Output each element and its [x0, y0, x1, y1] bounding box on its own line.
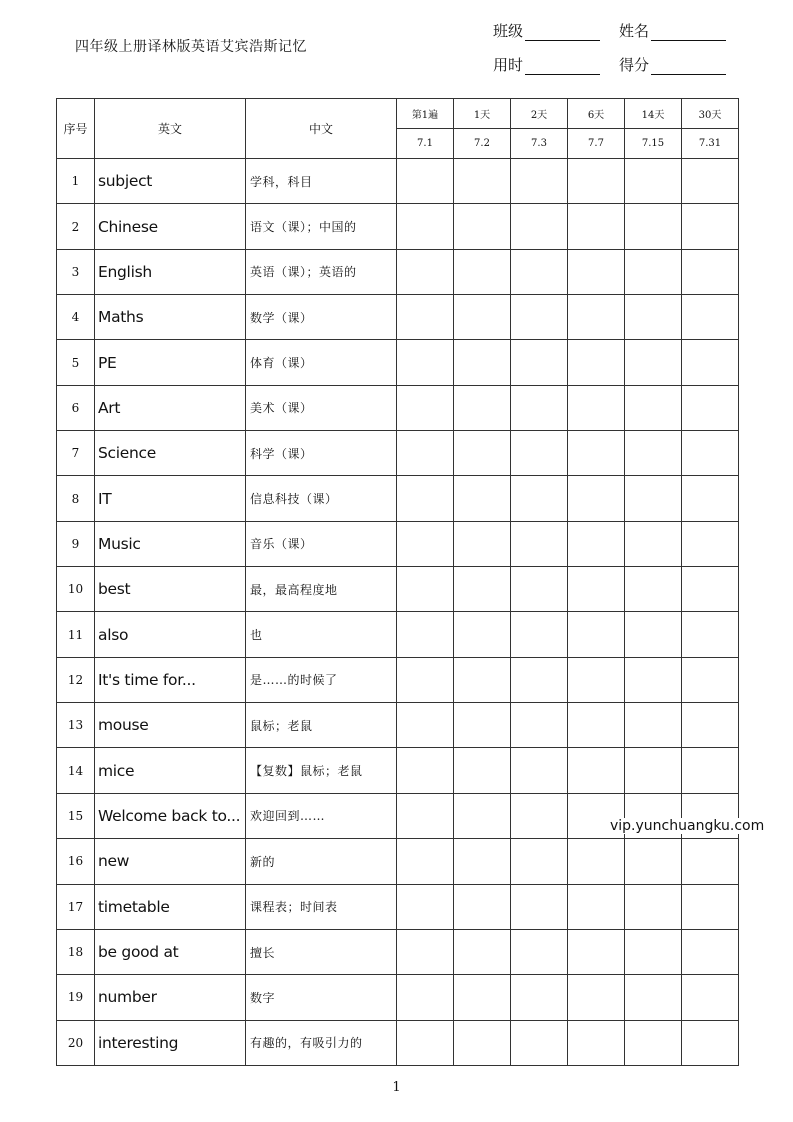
chinese-meaning: 信息科技（课） [246, 476, 397, 521]
table-row [57, 884, 739, 929]
english-word: It's time for... [95, 657, 246, 702]
review-cell[interactable] [568, 476, 625, 521]
chinese-meaning: 有趣的，有吸引力的 [246, 1020, 397, 1065]
review-cell[interactable] [397, 295, 454, 340]
review-cell[interactable] [682, 748, 739, 793]
english-word: also [95, 612, 246, 657]
review-cell[interactable] [625, 476, 682, 521]
score-blank[interactable] [651, 57, 726, 75]
review-cell[interactable] [397, 703, 454, 748]
review-cell[interactable] [568, 657, 625, 702]
chinese-meaning: 数字 [246, 975, 397, 1020]
review-cell[interactable] [568, 839, 625, 884]
chinese-meaning: 语文（课）；中国的 [246, 204, 397, 249]
review-cell[interactable] [511, 249, 568, 294]
table-row [57, 703, 739, 748]
row-number: 11 [57, 612, 95, 657]
english-word: new [95, 839, 246, 884]
review-cell[interactable] [454, 340, 511, 385]
review-cell[interactable] [625, 340, 682, 385]
chinese-meaning: 擅长 [246, 929, 397, 974]
chinese-meaning: 也 [246, 612, 397, 657]
review-date-4: 7.7 [568, 129, 625, 159]
review-cell[interactable] [568, 748, 625, 793]
review-cell[interactable] [454, 204, 511, 249]
score-label: 得分 [619, 56, 650, 74]
time-label: 用时 [493, 56, 524, 74]
review-cell[interactable] [454, 567, 511, 612]
review-cell[interactable] [682, 521, 739, 566]
chinese-meaning: 鼠标；老鼠 [246, 703, 397, 748]
review-cell[interactable] [454, 385, 511, 430]
review-cell[interactable] [625, 612, 682, 657]
review-cell[interactable] [454, 295, 511, 340]
review-cell[interactable] [568, 385, 625, 430]
time-field [493, 54, 600, 75]
review-cell[interactable] [511, 521, 568, 566]
row-number: 1 [57, 159, 95, 204]
chinese-meaning: 最，最高程度地 [246, 567, 397, 612]
english-word: be good at [95, 929, 246, 974]
row-number: 18 [57, 929, 95, 974]
review-cell[interactable] [568, 884, 625, 929]
row-number: 5 [57, 340, 95, 385]
review-cell[interactable] [511, 476, 568, 521]
review-cell[interactable] [625, 839, 682, 884]
english-word: IT [95, 476, 246, 521]
review-cell[interactable] [511, 748, 568, 793]
review-cell[interactable] [511, 431, 568, 476]
review-date-3: 7.3 [511, 129, 568, 159]
review-cell[interactable] [454, 975, 511, 1020]
review-cell[interactable] [625, 521, 682, 566]
review-cell[interactable] [397, 431, 454, 476]
review-date-5: 7.15 [625, 129, 682, 159]
review-cell[interactable] [397, 657, 454, 702]
english-word: Maths [95, 295, 246, 340]
review-cell[interactable] [625, 1020, 682, 1065]
review-cell[interactable] [454, 839, 511, 884]
review-cell[interactable] [511, 884, 568, 929]
row-number: 20 [57, 1020, 95, 1065]
review-cell[interactable] [511, 657, 568, 702]
review-cell[interactable] [682, 431, 739, 476]
review-cell[interactable] [511, 839, 568, 884]
english-word: interesting [95, 1020, 246, 1065]
review-cell[interactable] [682, 1020, 739, 1065]
row-number: 15 [57, 793, 95, 838]
row-number: 3 [57, 249, 95, 294]
review-cell[interactable] [625, 431, 682, 476]
review-cell[interactable] [454, 159, 511, 204]
review-cell[interactable] [454, 929, 511, 974]
review-cell[interactable] [568, 340, 625, 385]
time-blank[interactable] [525, 57, 600, 75]
review-cell[interactable] [397, 793, 454, 838]
review-cell[interactable] [511, 340, 568, 385]
row-number: 12 [57, 657, 95, 702]
row-number: 7 [57, 431, 95, 476]
review-cell[interactable] [454, 612, 511, 657]
review-cell[interactable] [682, 249, 739, 294]
table-row [57, 521, 739, 566]
review-cell[interactable] [397, 249, 454, 294]
row-number: 16 [57, 839, 95, 884]
row-number: 14 [57, 748, 95, 793]
review-cell[interactable] [625, 703, 682, 748]
page-number: 1 [392, 1080, 401, 1095]
review-cell[interactable] [397, 204, 454, 249]
english-word: Welcome back to... [95, 793, 246, 838]
chinese-meaning: 是……的时候了 [246, 657, 397, 702]
review-cell[interactable] [625, 975, 682, 1020]
row-number: 8 [57, 476, 95, 521]
chinese-meaning: 新的 [246, 839, 397, 884]
name-label: 姓名 [619, 22, 650, 40]
header-number: 序号 [57, 99, 95, 159]
review-cell[interactable] [511, 567, 568, 612]
english-word: English [95, 249, 246, 294]
review-cell[interactable] [568, 929, 625, 974]
review-cell[interactable] [682, 295, 739, 340]
review-cell[interactable] [397, 1020, 454, 1065]
review-cell[interactable] [625, 159, 682, 204]
review-cell[interactable] [682, 340, 739, 385]
review-cell[interactable] [682, 385, 739, 430]
chinese-meaning: 课程表；时间表 [246, 884, 397, 929]
review-cell[interactable] [511, 1020, 568, 1065]
table-row [57, 249, 739, 294]
chinese-meaning: 体育（课） [246, 340, 397, 385]
review-cell[interactable] [454, 703, 511, 748]
name-blank[interactable] [651, 23, 726, 41]
review-cell[interactable] [625, 567, 682, 612]
table-row [57, 748, 739, 793]
review-cell[interactable] [682, 839, 739, 884]
english-word: timetable [95, 884, 246, 929]
chinese-meaning: 科学（课） [246, 431, 397, 476]
review-cell[interactable] [568, 1020, 625, 1065]
review-cell[interactable] [625, 249, 682, 294]
header-chinese: 中文 [246, 99, 397, 159]
header-english: 英文 [95, 99, 246, 159]
chinese-meaning: 英语（课）；英语的 [246, 249, 397, 294]
review-cell[interactable] [454, 476, 511, 521]
english-word: best [95, 567, 246, 612]
review-cell[interactable] [397, 385, 454, 430]
review-cell[interactable] [625, 748, 682, 793]
review-cell[interactable] [682, 975, 739, 1020]
review-cell[interactable] [397, 612, 454, 657]
table-row [57, 975, 739, 1020]
review-cell[interactable] [625, 204, 682, 249]
review-cell[interactable] [397, 748, 454, 793]
review-cell[interactable] [454, 657, 511, 702]
chinese-meaning: 学科，科目 [246, 159, 397, 204]
class-blank[interactable] [525, 23, 600, 41]
review-cell[interactable] [511, 385, 568, 430]
review-date-6: 7.31 [682, 129, 739, 159]
review-cell[interactable] [682, 159, 739, 204]
english-word: Music [95, 521, 246, 566]
english-word: mouse [95, 703, 246, 748]
chinese-meaning: 数学（课） [246, 295, 397, 340]
chinese-meaning: 美术（课） [246, 385, 397, 430]
review-cell[interactable] [682, 929, 739, 974]
english-word: number [95, 975, 246, 1020]
table-row [57, 929, 739, 974]
table-row [57, 431, 739, 476]
review-cell[interactable] [568, 975, 625, 1020]
review-cell[interactable] [511, 159, 568, 204]
review-cell[interactable] [397, 567, 454, 612]
header-review-3: 2天 [511, 99, 568, 129]
header-review-5: 14天 [625, 99, 682, 129]
review-cell[interactable] [682, 884, 739, 929]
row-number: 9 [57, 521, 95, 566]
table-row [57, 159, 739, 204]
review-cell[interactable] [568, 159, 625, 204]
vocabulary-table [56, 98, 739, 1066]
review-cell[interactable] [625, 657, 682, 702]
review-cell[interactable] [511, 975, 568, 1020]
review-cell[interactable] [568, 567, 625, 612]
table-row [57, 1020, 739, 1065]
table-row [57, 567, 739, 612]
review-cell[interactable] [511, 295, 568, 340]
row-number: 4 [57, 295, 95, 340]
header-review-2: 1天 [454, 99, 511, 129]
review-cell[interactable] [568, 249, 625, 294]
review-date-2: 7.2 [454, 129, 511, 159]
review-cell[interactable] [397, 521, 454, 566]
review-cell[interactable] [568, 431, 625, 476]
page-title: 四年级上册译林版英语艾宾浩斯记忆 [75, 39, 307, 55]
review-cell[interactable] [682, 612, 739, 657]
row-number: 17 [57, 884, 95, 929]
table-row [57, 204, 739, 249]
review-cell[interactable] [568, 204, 625, 249]
review-cell[interactable] [397, 340, 454, 385]
review-cell[interactable] [454, 748, 511, 793]
review-cell[interactable] [511, 612, 568, 657]
review-cell[interactable] [568, 521, 625, 566]
review-cell[interactable] [454, 249, 511, 294]
review-cell[interactable] [682, 476, 739, 521]
row-number: 6 [57, 385, 95, 430]
review-cell[interactable] [511, 703, 568, 748]
review-cell[interactable] [625, 385, 682, 430]
review-cell[interactable] [397, 476, 454, 521]
review-cell[interactable] [682, 567, 739, 612]
row-number: 13 [57, 703, 95, 748]
review-cell[interactable] [511, 204, 568, 249]
review-cell[interactable] [397, 839, 454, 884]
review-cell[interactable] [397, 975, 454, 1020]
chinese-meaning: 欢迎回到…… [246, 793, 397, 838]
english-word: subject [95, 159, 246, 204]
review-cell[interactable] [682, 204, 739, 249]
table-row [57, 657, 739, 702]
review-cell[interactable] [454, 431, 511, 476]
row-number: 19 [57, 975, 95, 1020]
english-word: Art [95, 385, 246, 430]
header-review-1: 第1遍 [397, 99, 454, 129]
review-cell[interactable] [397, 884, 454, 929]
word-rows [57, 159, 739, 1066]
chinese-meaning: 音乐（课） [246, 521, 397, 566]
review-cell[interactable] [625, 929, 682, 974]
review-cell[interactable] [682, 657, 739, 702]
review-cell[interactable] [454, 793, 511, 838]
row-number: 2 [57, 204, 95, 249]
review-cell[interactable] [511, 929, 568, 974]
watermark: vip.yunchuangku.com [610, 818, 765, 834]
review-cell[interactable] [568, 612, 625, 657]
class-field [493, 20, 600, 41]
chinese-meaning: 【复数】鼠标；老鼠 [246, 748, 397, 793]
review-cell[interactable] [625, 295, 682, 340]
review-cell[interactable] [454, 1020, 511, 1065]
score-field [619, 54, 726, 75]
review-cell[interactable] [568, 703, 625, 748]
review-cell[interactable] [397, 929, 454, 974]
review-cell[interactable] [397, 159, 454, 204]
header-review-6: 30天 [682, 99, 739, 129]
review-cell[interactable] [568, 295, 625, 340]
review-cell[interactable] [454, 521, 511, 566]
table-row [57, 295, 739, 340]
table-row [57, 340, 739, 385]
english-word: Science [95, 431, 246, 476]
table-row [57, 839, 739, 884]
table-row [57, 612, 739, 657]
english-word: PE [95, 340, 246, 385]
english-word: Chinese [95, 204, 246, 249]
review-date-1: 7.1 [397, 129, 454, 159]
header-review-4: 6天 [568, 99, 625, 129]
review-cell[interactable] [454, 884, 511, 929]
name-field [619, 20, 726, 41]
class-label: 班级 [493, 22, 524, 40]
english-word: mice [95, 748, 246, 793]
table-row [57, 385, 739, 430]
row-number: 10 [57, 567, 95, 612]
review-cell[interactable] [682, 703, 739, 748]
review-cell[interactable] [511, 793, 568, 838]
review-cell[interactable] [625, 884, 682, 929]
table-row [57, 476, 739, 521]
